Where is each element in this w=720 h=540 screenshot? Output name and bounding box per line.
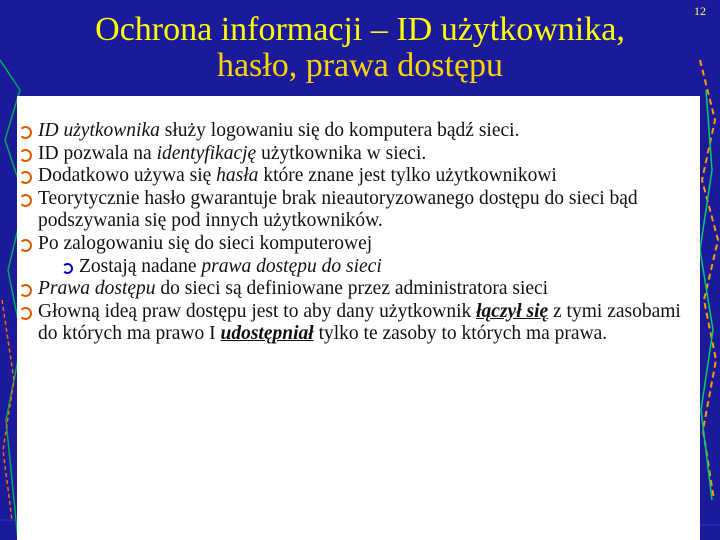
- circle-bullet-icon: [19, 126, 32, 139]
- bullet-text-italic: identyfikację: [156, 142, 257, 164]
- bullet-text-italic: ID użytkownika: [38, 120, 160, 141]
- bullet-item: [17, 233, 700, 256]
- bullet-text: ID pozwala na: [38, 142, 157, 164]
- circle-bullet-icon: [62, 263, 73, 274]
- bullet-item: [17, 188, 700, 233]
- content-panel: [17, 96, 700, 540]
- bullet-text-italic: Prawa dostępu: [38, 278, 156, 300]
- title-line-1: Ochrona informacji – ID użytkownika,: [95, 11, 625, 48]
- bullet-text: tylko te zasoby to których ma prawa.: [313, 323, 608, 345]
- bullet-text: Dodatkowo używa się: [38, 165, 217, 187]
- bullet-text: Po zalogowaniu się do sieci komputerowej: [38, 232, 373, 254]
- bullet-text: z tymi zasobami do których ma prawo I: [38, 300, 681, 345]
- page-number: 12: [694, 4, 706, 18]
- circle-bullet-icon: [19, 284, 32, 297]
- bullet-text-emphasis: udostępniał: [220, 323, 314, 345]
- bullet-item: [17, 278, 700, 301]
- circle-bullet-icon: [19, 149, 32, 162]
- bullet-item: [17, 165, 700, 188]
- bullet-text: które znane jest tylko użytkownikowi: [258, 165, 557, 187]
- bullet-text-emphasis: łączył się: [476, 300, 549, 322]
- bullet-text-italic: hasła: [216, 165, 259, 187]
- bullet-text-italic: prawa dostępu do sieci: [201, 255, 382, 277]
- title-line-2: hasło, prawa dostępu: [216, 47, 504, 84]
- bullet-list: [17, 120, 700, 346]
- circle-bullet-icon: [19, 307, 32, 320]
- slide-title: [40, 8, 680, 90]
- circle-bullet-icon: [19, 171, 32, 184]
- bullet-item: [17, 120, 700, 143]
- bullet-text: Zostają nadane: [79, 255, 202, 277]
- bullet-item: [17, 301, 700, 346]
- bullet-text: Teorytycznie hasło gwarantuje brak nieautoryzowanego dostępu do sieci bąd podszywania się pod innych użytkowników.: [38, 187, 638, 232]
- bullet-text: Głowną ideą praw dostępu jest to aby dany użytkownik: [38, 300, 477, 322]
- bullet-text: służy logowaniu się do komputera bądź sieci.: [159, 120, 520, 141]
- bullet-item: [17, 143, 700, 166]
- sub-bullet-item: [17, 256, 700, 279]
- circle-bullet-icon: [19, 194, 32, 207]
- circle-bullet-icon: [19, 239, 32, 252]
- bullet-text: do sieci są definiowane przez administratora sieci: [155, 278, 549, 300]
- bullet-text: użytkownika w sieci.: [256, 142, 427, 164]
